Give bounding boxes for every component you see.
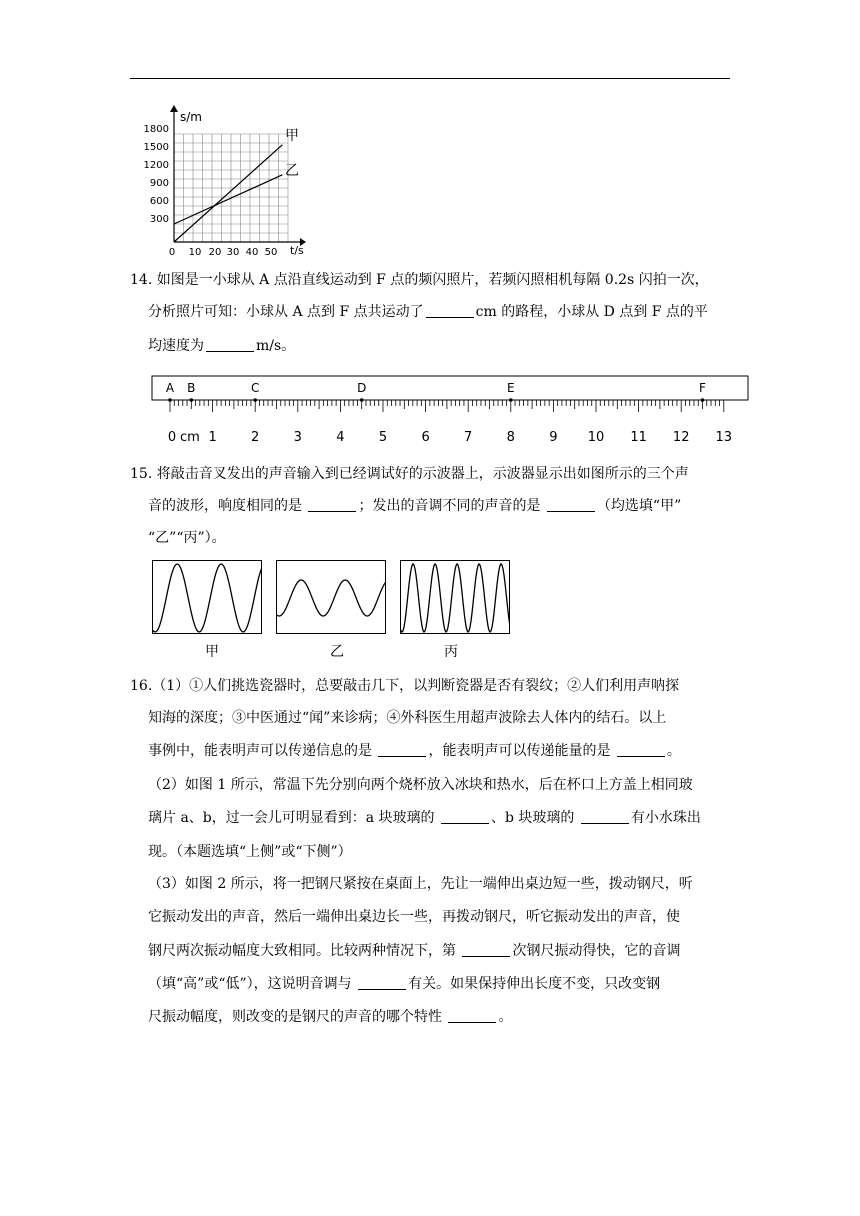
q14-line3 [148, 336, 295, 356]
ruler-number: 4 [336, 430, 345, 445]
q14-line3-text-a: 均速度为 [148, 338, 204, 354]
y-axis-label: s/m [180, 110, 202, 124]
q15-line2 [148, 496, 681, 516]
q14-line3-text-b: m/s。 [256, 338, 296, 354]
q16-p1-line3 [148, 741, 681, 761]
line-yi [174, 175, 282, 224]
point-label: C [251, 381, 260, 395]
line-yi-label: 乙 [285, 163, 299, 179]
q16-p3-line2: 它振动发出的声音，然后一端伸出桌边长一些，再拨动钢尺，听它振动发出的声音，使 [148, 909, 680, 925]
ruler-points [166, 381, 706, 402]
x-tick-label: 10 [188, 247, 202, 258]
waveform-jia [152, 560, 262, 634]
answer-blank[interactable] [547, 497, 595, 512]
ruler-number: 2 [251, 430, 260, 445]
ruler-number: 13 [715, 430, 733, 445]
ball-dot [168, 398, 172, 402]
point-label: F [699, 381, 706, 395]
q15-line2-text-a: 音的波形，响度相同的是 [148, 498, 307, 514]
ball-dot [701, 398, 705, 402]
answer-blank[interactable] [441, 809, 489, 824]
waveform-label-yi: 乙 [330, 644, 344, 660]
answer-blank[interactable] [206, 337, 254, 352]
q16-p2-line1: （2）如图 1 所示，常温下先分别向两个烧杯放入冰块和热水，后在杯口上方盖上相同玻 [148, 777, 693, 793]
ruler-number: 9 [549, 430, 558, 445]
x-axis-label: t/s [290, 244, 304, 257]
q16-p3-line3-b: 次钢尺振动得快，它的音调 [512, 943, 681, 959]
wave-curve [153, 564, 262, 632]
y-tick-label: 1500 [143, 142, 169, 153]
q16-p2-line2-a: 璃片 a、b，过一会儿可明显看到：a 块玻璃的 [148, 810, 440, 826]
q15-line2-text-b: ；发出的音调不同的声音的是 [358, 498, 545, 514]
point-label: A [165, 381, 175, 395]
wave-curve [401, 564, 510, 632]
ruler-number: 8 [506, 430, 515, 445]
ruler-number: 1 [208, 430, 217, 445]
y-tick-label: 300 [149, 214, 169, 225]
q15-line2-text-c: （均选填“甲” [596, 498, 682, 514]
ball-dot [190, 398, 194, 402]
q14-line2-text-a: 分析照片可知：小球从 A 点到 F 点共运动了 [148, 304, 424, 320]
answer-blank[interactable] [581, 809, 629, 824]
answer-blank[interactable] [462, 942, 510, 957]
answer-blank[interactable] [448, 1008, 496, 1023]
q16-p1-line3-a: 事例中，能表明声可以传递信息的是 [148, 743, 377, 759]
ruler-ticks [170, 400, 724, 412]
st-graph [140, 104, 310, 260]
q16-p3-line1: （3）如图 2 所示，将一把钢尺紧按在桌面上，先让一端伸出桌边短一些，拨动钢尺，听 [148, 876, 693, 892]
y-tick-label: 600 [149, 196, 169, 207]
q16-p3-line5-a: 尺振动幅度，则改变的是钢尺的声音的哪个特性 [148, 1009, 447, 1025]
q16-p2-line3: 现。（本题选填“上侧”或“下侧”） [148, 844, 352, 860]
x-tick-label: 30 [226, 247, 240, 258]
ruler-number: 6 [421, 430, 430, 445]
q16-p1-line1: 16.（1）①人们挑选瓷器时，总要敲击几下，以判断瓷器是否有裂纹；②人们利用声呐探 [130, 678, 680, 694]
x-tick-label: 0 [168, 247, 176, 258]
q14-line2 [148, 302, 708, 322]
waveform-label-jia: 甲 [205, 644, 219, 660]
waveform-bing [400, 560, 510, 634]
y-tick-label: 1800 [143, 124, 169, 135]
ruler-unit: cm [180, 430, 200, 445]
graph-grid [174, 134, 288, 242]
ruler-numbers [168, 430, 732, 445]
answer-blank[interactable] [617, 742, 665, 757]
line-jia [174, 145, 282, 242]
waveform-label-bing: 丙 [444, 644, 458, 660]
x-tick-label: 20 [208, 247, 222, 258]
q16-p1-line3-b: ，能表明声可以传递能量的是 [428, 743, 615, 759]
ball-dot [509, 398, 513, 402]
q16-p3-line4-a: （填“高”或“低”），这说明音调与 [148, 976, 357, 992]
q16-p3-line3 [148, 941, 680, 961]
line-jia-label: 甲 [285, 128, 299, 144]
ball-dot [360, 398, 364, 402]
q16-p2-line2-b: 、b 块玻璃的 [491, 810, 579, 826]
x-tick-label: 40 [245, 247, 259, 258]
point-label: E [507, 381, 515, 395]
ruler-number: 3 [293, 430, 302, 445]
q16-p1-line3-c: 。 [666, 743, 681, 759]
ruler-number: 12 [672, 430, 690, 445]
q16-p2-line2 [148, 808, 701, 828]
q15-line3: “乙”“丙”）。 [148, 530, 226, 546]
ruler-number: 5 [378, 430, 388, 445]
ruler-number: 7 [464, 430, 473, 445]
q14-line2-text-b: cm 的路程，小球从 D 点到 F 点的平 [475, 304, 708, 320]
waveform-yi [276, 560, 386, 634]
q15-line1: 15. 将敲击音叉发出的声音输入到已经调试好的示波器上，示波器显示出如图所示的三个声 [130, 466, 689, 482]
answer-blank[interactable] [358, 975, 406, 990]
q16-p3-line5-b: 。 [498, 1009, 513, 1025]
ruler-number: 11 [630, 430, 647, 445]
q16-p3-line4 [148, 974, 660, 994]
q16-p3-line5 [148, 1007, 512, 1027]
q16-p3-line4-b: 有关。如果保持伸出长度不变，只改变钢 [408, 976, 661, 992]
ball-dot [253, 398, 257, 402]
q16-p1-line2: 知海的深度；③中医通过“闻”来诊病；④外科医生用超声波除去人体内的结石。以上 [148, 710, 667, 726]
y-tick-label: 900 [149, 178, 169, 189]
ruler-number: 0 [167, 430, 177, 445]
q14-line1: 14. 如图是一小球从 A 点沿直线运动到 F 点的频闪照片，若频闪照相机每隔 0.2s 闪拍一次， [130, 272, 709, 288]
point-label: B [187, 381, 196, 395]
photo-strip [152, 376, 748, 400]
q16-p3-line3-a: 钢尺两次振动幅度大致相同。比较两种情况下，第 [148, 943, 461, 959]
x-tick-label: 50 [264, 247, 278, 258]
point-label: D [357, 381, 367, 395]
q16-p2-line2-c: 有小水珠出 [630, 810, 701, 826]
answer-blank[interactable] [378, 742, 426, 757]
y-tick-label: 1200 [143, 160, 169, 171]
ruler-figure [150, 374, 750, 448]
header-rule [130, 78, 730, 79]
answer-blank[interactable] [426, 303, 474, 318]
ruler-number: 10 [587, 430, 605, 445]
wave-curve [277, 580, 386, 616]
answer-blank[interactable] [308, 497, 356, 512]
